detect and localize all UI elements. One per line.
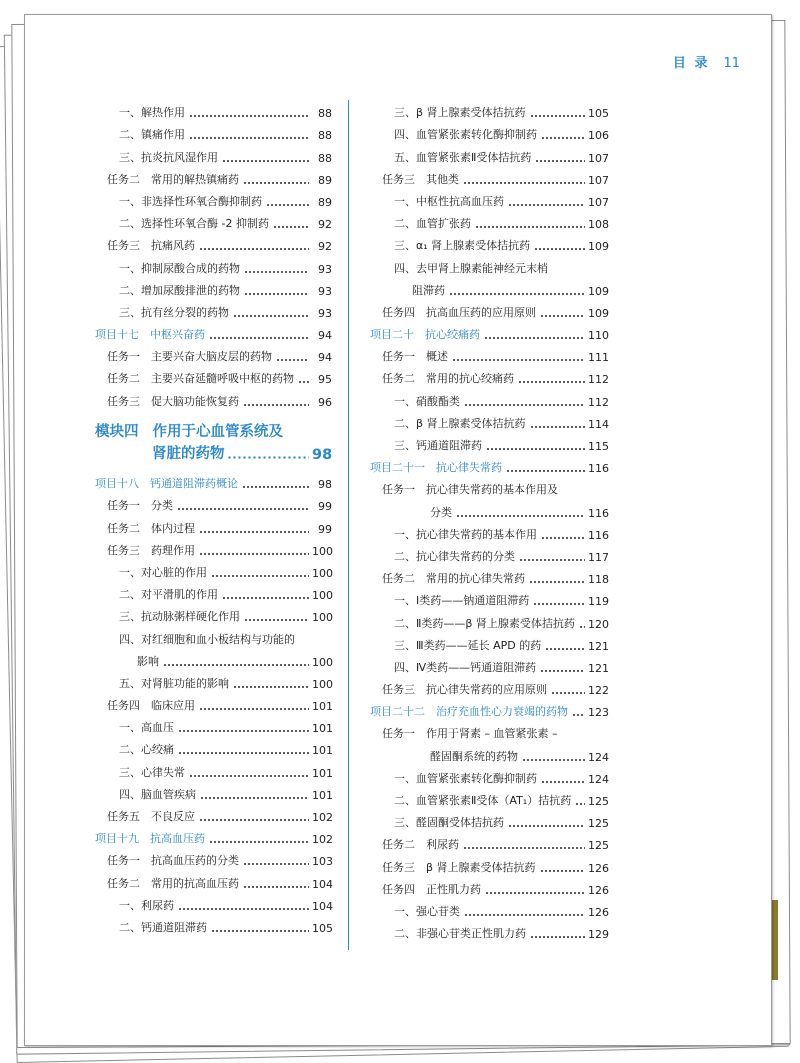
- dot-leader: [456, 515, 585, 517]
- toc-entry[interactable]: [370, 608, 608, 630]
- toc-entry-title: 一、抗心律失常药的基本作用: [394, 527, 537, 541]
- dot-leader: [189, 115, 309, 117]
- toc-page-number: 119: [588, 595, 609, 609]
- toc-page-number: 111: [588, 351, 609, 365]
- toc-page-number: 104: [312, 899, 333, 913]
- toc-entry[interactable]: [95, 913, 332, 935]
- dot-leader: [529, 581, 585, 583]
- toc-page-number: 99: [318, 500, 332, 514]
- dot-leader: [530, 115, 585, 117]
- toc-entry-title: 任务四 正性肌力药: [382, 882, 481, 896]
- toc-page-number: 124: [588, 772, 609, 786]
- toc-entry[interactable]: [95, 780, 332, 802]
- toc-page-number: 93: [318, 306, 332, 320]
- toc-project-entry[interactable]: [370, 453, 608, 475]
- toc-entry[interactable]: [370, 276, 608, 298]
- toc-page-number: 118: [588, 573, 609, 587]
- toc-entry-title: 任务一 概述: [382, 350, 448, 364]
- dot-leader: [540, 670, 585, 672]
- toc-task-entry[interactable]: [95, 364, 332, 386]
- toc-entry-title: 任务一 主要兴奋大脑皮层的药物: [107, 350, 272, 364]
- toc-entry[interactable]: [370, 808, 608, 830]
- toc-page-number: 105: [312, 921, 333, 935]
- toc-entry-title: 任务三 抗心律失常药的应用原则: [382, 683, 547, 697]
- dot-leader: [464, 404, 585, 406]
- dot-leader: [177, 508, 309, 510]
- toc-entry-title: 任务四 抗高血压药的应用原则: [382, 305, 536, 319]
- dot-leader: [199, 248, 309, 250]
- toc-entry[interactable]: [95, 757, 332, 779]
- toc-task-entry[interactable]: [95, 342, 332, 364]
- dot-leader: [199, 531, 309, 533]
- toc-task-entry[interactable]: [95, 513, 332, 535]
- toc-entry-title: 一、硝酸酯类: [394, 394, 460, 408]
- toc-entry[interactable]: [370, 897, 608, 919]
- toc-entry-title: 三、抗动脉粥样硬化作用: [119, 610, 240, 624]
- toc-entry[interactable]: [95, 647, 332, 669]
- toc-task-entry[interactable]: [95, 802, 332, 824]
- toc-page-number: 101: [312, 700, 333, 714]
- header-title: 目 录: [672, 56, 710, 71]
- toc-entry-title: 任务二 常用的抗心律失常药: [382, 572, 525, 586]
- cover-edge-strip: [771, 900, 778, 980]
- dot-leader: [452, 359, 585, 361]
- toc-entry-title: 三、Ⅲ类药——延长 APD 的药: [394, 638, 542, 652]
- toc-entry-title: 三、抗炎抗风湿作用: [119, 150, 218, 164]
- toc-page-number: 92: [318, 218, 332, 232]
- toc-entry-title: 项目十八 钙通道阻滞药概论: [95, 477, 238, 491]
- toc-task-entry[interactable]: [370, 364, 608, 386]
- toc-entry-title: 三、α₁ 肾上腺素受体拮抗药: [394, 239, 531, 253]
- toc-entry-title: 任务二 主要兴奋延髓呼吸中枢的药物: [107, 372, 294, 386]
- toc-entry-title: 影响: [137, 654, 159, 668]
- dot-leader: [244, 271, 309, 273]
- dot-leader: [449, 293, 585, 295]
- toc-page-number: 112: [588, 373, 609, 387]
- dot-leader: [199, 819, 309, 821]
- toc-left-column: [95, 98, 332, 935]
- dot-leader: [475, 226, 585, 228]
- toc-task-entry[interactable]: [370, 719, 608, 741]
- toc-page-number: 94: [318, 329, 332, 343]
- toc-entry-title: 任务二 常用的解热镇痛药: [107, 172, 239, 186]
- toc-entry[interactable]: [370, 919, 608, 941]
- toc-page-number: 106: [588, 129, 609, 143]
- toc-entry-title: 项目二十一 抗心律失常药: [370, 461, 502, 475]
- toc-entry[interactable]: [95, 713, 332, 735]
- toc-entry-title: 三、β 肾上腺素受体拮抗药: [394, 106, 526, 120]
- toc-entry[interactable]: [370, 231, 608, 253]
- toc-entry-title: 四、血管紧张素转化酶抑制药: [394, 128, 537, 142]
- dot-leader: [508, 825, 585, 827]
- dot-leader: [545, 648, 585, 650]
- toc-entry-title: 五、血管紧张素Ⅱ受体拮抗药: [394, 150, 532, 164]
- toc-entry-title: 任务二 利尿药: [382, 838, 459, 852]
- dot-leader: [222, 160, 309, 162]
- toc-entry-title: 任务一 分类: [107, 499, 173, 513]
- dot-leader: [233, 315, 309, 317]
- toc-entry[interactable]: [370, 497, 608, 519]
- toc-entry[interactable]: [95, 602, 332, 624]
- dot-leader: [273, 226, 309, 228]
- toc-page-number: 126: [588, 883, 609, 897]
- toc-entry[interactable]: [370, 542, 608, 564]
- running-header: [673, 52, 740, 71]
- toc-entry-title: 任务三 药理作用: [107, 543, 195, 557]
- dot-leader: [463, 847, 585, 849]
- toc-project-entry[interactable]: [95, 469, 332, 491]
- toc-entry[interactable]: [370, 741, 608, 763]
- toc-task-entry[interactable]: [370, 475, 608, 497]
- toc-task-entry[interactable]: [95, 231, 332, 253]
- dot-leader: [243, 182, 309, 184]
- dot-leader: [199, 553, 309, 555]
- dot-leader: [518, 381, 585, 383]
- toc-page-number: 109: [588, 306, 609, 320]
- toc-entry-title: 项目二十二 治疗充血性心力衰竭的药物: [370, 705, 568, 719]
- toc-entry-title: 三、抗有丝分裂的药物: [119, 305, 229, 319]
- toc-entry-title: 项目十九 抗高血压药: [95, 832, 205, 846]
- toc-entry-title: 一、血管紧张素转化酶抑制药: [394, 771, 537, 785]
- toc-entry-title: 阻滞药: [412, 283, 445, 297]
- toc-entry-title: 二、心绞痛: [119, 743, 174, 757]
- dot-leader: [163, 664, 309, 666]
- toc-entry[interactable]: [370, 431, 608, 453]
- toc-page-number: 98: [318, 478, 332, 492]
- toc-entry-title: 任务三 促大脑功能恢复药: [107, 394, 239, 408]
- toc-page-number: 120: [588, 617, 609, 631]
- toc-page-number: 100: [312, 589, 333, 603]
- toc-entry[interactable]: [95, 735, 332, 757]
- toc-page-number: 103: [312, 855, 333, 869]
- toc-task-entry[interactable]: [370, 298, 608, 320]
- toc-page-number: 88: [318, 129, 332, 143]
- toc-page-number: 114: [588, 417, 609, 431]
- toc-task-entry[interactable]: [95, 846, 332, 868]
- toc-page-number: 93: [318, 284, 332, 298]
- dot-leader: [244, 619, 309, 621]
- toc-entry-title: 一、高血压: [119, 721, 174, 735]
- toc-page-number: 125: [588, 839, 609, 853]
- toc-task-entry[interactable]: [95, 536, 332, 558]
- dot-leader: [464, 914, 585, 916]
- toc-page-number: 100: [312, 544, 333, 558]
- dot-leader: [519, 559, 585, 561]
- dot-leader: [243, 863, 309, 865]
- dot-leader: [541, 781, 585, 783]
- module-title-line1: 作用于心血管系统及: [152, 423, 283, 440]
- toc-page-number: 117: [588, 550, 609, 564]
- toc-page-number: 109: [588, 240, 609, 254]
- dot-leader: [266, 204, 309, 206]
- toc-entry-title: 任务五 不良反应: [107, 810, 195, 823]
- toc-entry-title: 任务四 临床应用: [107, 699, 195, 713]
- toc-entry[interactable]: [95, 209, 332, 231]
- toc-project-entry[interactable]: [370, 697, 608, 719]
- toc-entry-title: 二、抗心律失常药的分类: [394, 549, 515, 563]
- toc-page-number: 101: [312, 788, 333, 802]
- dot-leader: [533, 603, 585, 605]
- toc-page-number: 105: [588, 107, 609, 121]
- toc-entry[interactable]: [370, 253, 608, 275]
- toc-entry-title: 任务二 体内过程: [107, 521, 195, 535]
- dot-leader: [233, 686, 309, 688]
- dot-leader: [209, 337, 309, 339]
- toc-entry-title: 二、选择性环氧合酶 -2 抑制药: [119, 217, 269, 231]
- toc-page-number: 104: [312, 877, 333, 891]
- toc-project-entry[interactable]: [370, 320, 608, 342]
- toc-entry[interactable]: [95, 253, 332, 275]
- toc-entry[interactable]: [370, 631, 608, 653]
- toc-project-entry[interactable]: [95, 824, 332, 846]
- toc-page-number: 129: [588, 928, 609, 942]
- dot-leader: [211, 575, 309, 577]
- toc-page-number: 116: [588, 528, 609, 542]
- dot-leader: [485, 892, 585, 894]
- toc-entry-title: 二、增加尿酸排泄的药物: [119, 283, 240, 297]
- toc-entry-title: 任务一 作用于肾素 – 血管紧张素 –: [382, 727, 558, 741]
- toc-entry-title: 二、镇痛作用: [119, 128, 185, 142]
- dot-leader: [506, 470, 585, 472]
- toc-entry[interactable]: [95, 580, 332, 602]
- toc-page-number: 100: [312, 566, 333, 580]
- toc-entry[interactable]: [370, 653, 608, 675]
- toc-page-number: 94: [318, 351, 332, 365]
- toc-entry[interactable]: [370, 386, 608, 408]
- module-heading-continued[interactable]: [95, 441, 332, 463]
- toc-page-number: 109: [588, 284, 609, 298]
- toc-entry[interactable]: [95, 120, 332, 142]
- dot-leader: [276, 359, 309, 361]
- dot-leader: [535, 160, 585, 162]
- dot-leader: [463, 182, 585, 184]
- dot-leader: [189, 137, 309, 139]
- toc-entry-title: 分类: [430, 505, 452, 519]
- toc-page-number: 112: [588, 395, 609, 409]
- toc-task-entry[interactable]: [370, 564, 608, 586]
- toc-page-number: 88: [318, 107, 332, 121]
- toc-page-number: 108: [588, 218, 609, 232]
- toc-page-number: 89: [318, 173, 332, 187]
- toc-entry[interactable]: [370, 209, 608, 231]
- toc-page-number: 116: [588, 506, 609, 520]
- toc-entry[interactable]: [370, 764, 608, 786]
- toc-entry[interactable]: [95, 142, 332, 164]
- toc-task-entry[interactable]: [370, 852, 608, 874]
- toc-page-number: 123: [588, 706, 609, 720]
- toc-entry-title: 二、对平滑肌的作用: [119, 588, 218, 602]
- dot-leader: [508, 204, 585, 206]
- toc-entry-title: 一、非选择性环氧合酶抑制药: [119, 194, 262, 208]
- toc-page-number: 115: [588, 440, 609, 453]
- dot-leader: [541, 537, 585, 539]
- dot-leader: [540, 870, 585, 872]
- toc-entry-title: 三、心律失常: [119, 765, 185, 779]
- toc-page-number: 101: [312, 766, 333, 780]
- toc-entry-title: 一、利尿药: [119, 898, 174, 912]
- dot-leader: [541, 137, 585, 139]
- toc-entry-title: 任务一 抗心律失常药的基本作用及: [382, 483, 558, 497]
- toc-task-entry[interactable]: [95, 868, 332, 890]
- toc-entry-title: 一、对心脏的作用: [119, 565, 207, 579]
- toc-entry-title: 一、抑制尿酸合成的药物: [119, 261, 240, 275]
- toc-entry-title: 任务二 常用的抗心绞痛药: [382, 372, 514, 386]
- toc-entry[interactable]: [95, 187, 332, 209]
- toc-entry-title: 任务三 抗痛风药: [107, 239, 195, 253]
- toc-entry[interactable]: [95, 669, 332, 691]
- toc-entry-title: 任务三 β 肾上腺素受体拮抗药: [382, 860, 536, 874]
- toc-entry-title: 任务一 抗高血压药的分类: [107, 854, 239, 868]
- toc-task-entry[interactable]: [370, 830, 608, 852]
- toc-entry-title: 一、强心苷类: [394, 904, 460, 918]
- module-page-number: 98: [312, 447, 333, 463]
- dot-leader: [222, 597, 309, 599]
- toc-entry-title: 二、Ⅱ类药——β 肾上腺素受体拮抗药: [394, 616, 575, 630]
- toc-page-number: 89: [318, 195, 332, 209]
- toc-entry-title: 三、醛固酮受体拮抗药: [394, 816, 504, 830]
- toc-entry-title: 项目十七 中枢兴奋药: [95, 328, 205, 342]
- toc-entry[interactable]: [95, 98, 332, 120]
- toc-entry-title: 二、非强心苷类正性肌力药: [394, 927, 526, 941]
- dot-leader: [178, 752, 309, 754]
- toc-task-entry[interactable]: [95, 386, 332, 408]
- dot-leader: [178, 730, 309, 732]
- dot-leader: [530, 936, 585, 938]
- toc-page-number: 93: [318, 262, 332, 276]
- toc-page-number: 88: [318, 151, 332, 165]
- toc-entry[interactable]: [370, 142, 608, 164]
- toc-page-number: 126: [588, 861, 609, 875]
- toc-entry-title: 项目二十 抗心绞痛药: [370, 328, 480, 342]
- toc-entry[interactable]: [95, 558, 332, 580]
- dot-leader: [522, 759, 585, 761]
- toc-page-number: 96: [318, 395, 332, 409]
- toc-page-number: 102: [312, 833, 333, 847]
- toc-page-number: 107: [588, 151, 609, 165]
- module-heading[interactable]: [95, 419, 332, 441]
- toc-page-number: 110: [588, 329, 609, 343]
- dot-leader: [551, 692, 585, 694]
- dot-leader: [200, 797, 309, 799]
- toc-entry-title: 二、β 肾上腺素受体拮抗药: [394, 416, 526, 430]
- dot-leader: [242, 486, 309, 488]
- header-page-number: 11: [723, 56, 740, 71]
- toc-entry[interactable]: [370, 187, 608, 209]
- toc-entry-title: 醛固酮系统的药物: [430, 749, 518, 763]
- toc-entry-title: 四、Ⅳ类药——钙通道阻滞药: [394, 660, 537, 674]
- dot-leader: [575, 803, 585, 805]
- module-label: 模块四: [95, 423, 139, 440]
- toc-page-number: 116: [588, 462, 609, 476]
- toc-task-entry[interactable]: [370, 165, 608, 187]
- toc-page-number: 107: [588, 195, 609, 209]
- dot-leader: [530, 426, 585, 428]
- toc-page-number: 125: [588, 795, 609, 808]
- toc-page-number: 102: [312, 811, 333, 824]
- dot-leader: [209, 841, 309, 843]
- dot-leader: [189, 775, 309, 777]
- toc-page-number: 95: [318, 373, 332, 387]
- toc-task-entry[interactable]: [370, 342, 608, 364]
- toc-project-entry[interactable]: [95, 320, 332, 342]
- toc-entry[interactable]: [95, 624, 332, 646]
- dot-leader: [199, 708, 309, 710]
- toc-right-column: [370, 98, 608, 941]
- toc-page-number: 101: [312, 722, 333, 736]
- toc-task-entry[interactable]: [370, 875, 608, 897]
- toc-page-number: 126: [588, 905, 609, 919]
- toc-entry-title: 任务二 常用的抗高血压药: [107, 876, 239, 890]
- toc-task-entry[interactable]: [95, 165, 332, 187]
- dot-leader: [243, 404, 309, 406]
- toc-page-number: 92: [318, 240, 332, 254]
- toc-page-number: 121: [588, 639, 609, 653]
- toc-entry-title: 二、血管扩张药: [394, 217, 471, 231]
- toc-page-number: 99: [318, 522, 332, 536]
- toc-entry-title: 任务三 其他类: [382, 172, 459, 186]
- toc-page-number: 121: [588, 661, 609, 675]
- dot-leader: [211, 930, 309, 932]
- toc-task-entry[interactable]: [370, 675, 608, 697]
- dot-leader: [243, 886, 309, 888]
- toc-entry-title: 一、中枢性抗高血压药: [394, 194, 504, 208]
- toc-entry-title: 五、对肾脏功能的影响: [119, 676, 229, 690]
- dot-leader: [298, 381, 309, 383]
- toc-page-number: 100: [312, 677, 333, 691]
- toc-entry[interactable]: [370, 409, 608, 431]
- dot-leader: [244, 293, 309, 295]
- toc-task-entry[interactable]: [95, 491, 332, 513]
- toc-entry[interactable]: [370, 786, 608, 808]
- toc-page-number: 100: [312, 655, 333, 669]
- dot-leader: [579, 626, 585, 628]
- toc-entry[interactable]: [95, 298, 332, 320]
- toc-task-entry[interactable]: [95, 691, 332, 713]
- dot-leader: [534, 248, 585, 250]
- toc-entry-title: 四、脑血管疾病: [119, 787, 196, 801]
- toc-page-number: 101: [312, 744, 333, 758]
- toc-entry-title: 四、去甲肾上腺素能神经元末梢: [394, 261, 548, 275]
- toc-entry[interactable]: [95, 276, 332, 298]
- toc-entry-title: 一、解热作用: [119, 106, 185, 120]
- module-title-line2: 肾脏的药物: [152, 446, 225, 462]
- toc-page-number: 125: [588, 817, 609, 831]
- toc-entry[interactable]: [370, 98, 608, 120]
- toc-page-number: 107: [588, 173, 609, 187]
- toc-entry-title: 二、血管紧张素Ⅱ受体（AT₁）拮抗药: [394, 794, 572, 807]
- dot-leader: [178, 908, 309, 910]
- column-divider: [348, 100, 349, 950]
- toc-entry[interactable]: [95, 891, 332, 913]
- toc-page-number: 122: [588, 684, 609, 698]
- dot-leader: [572, 714, 585, 716]
- toc-entry[interactable]: [370, 520, 608, 542]
- dot-leader: [486, 448, 585, 450]
- dot-leader: [484, 337, 585, 339]
- toc-entry-title: 二、钙通道阻滞药: [119, 920, 207, 934]
- toc-entry-title: 四、对红细胞和血小板结构与功能的: [119, 632, 295, 646]
- dot-leader: [540, 315, 585, 317]
- toc-page-number: 124: [588, 750, 609, 764]
- toc-entry[interactable]: [370, 120, 608, 142]
- toc-entry[interactable]: [370, 586, 608, 608]
- toc-entry-title: 三、钙通道阻滞药: [394, 439, 482, 452]
- toc-entry-title: 一、Ⅰ类药——钠通道阻滞药: [394, 594, 530, 608]
- toc-page-number: 100: [312, 611, 333, 625]
